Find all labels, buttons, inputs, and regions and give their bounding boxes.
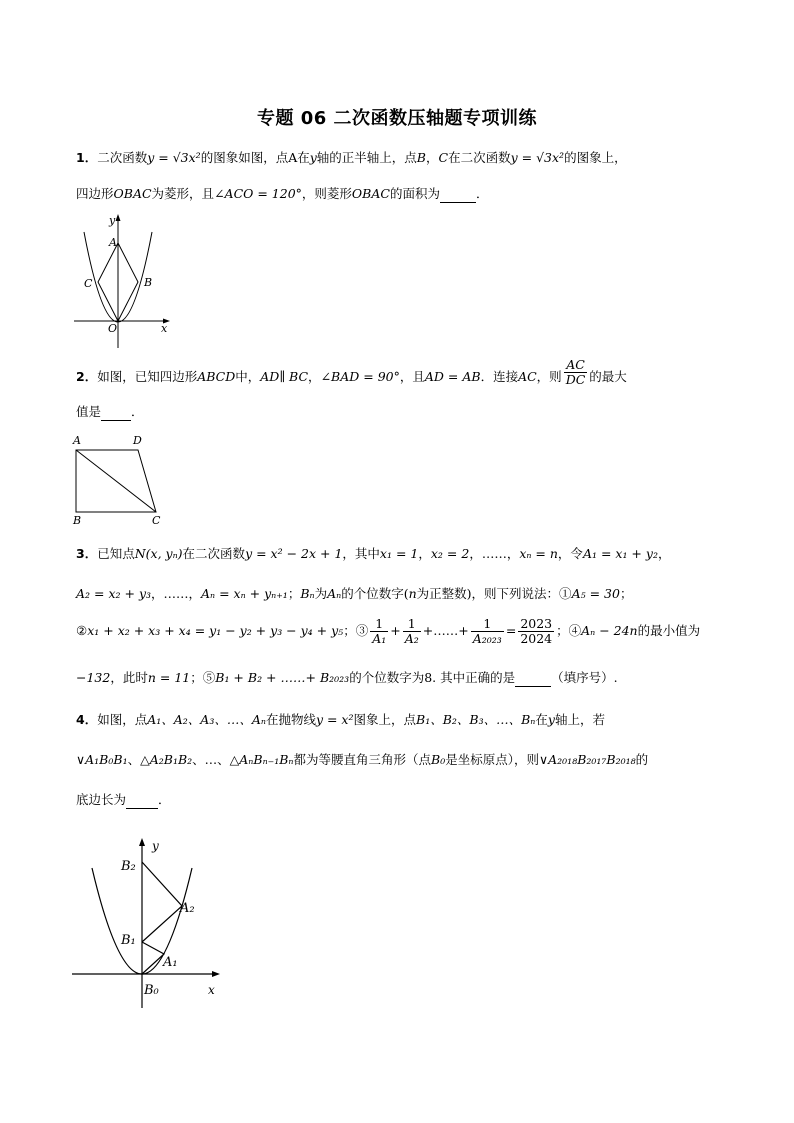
q1-fig-label-A: A — [109, 236, 117, 249]
q4-fig-label-B1: B₁ — [121, 933, 136, 948]
q2-fig-label-B: B — [73, 514, 82, 527]
q4-answer-blank — [126, 792, 158, 809]
page-title: 专题 06 二次函数压轴题专项训练 — [256, 108, 538, 129]
q4-fig-label-y: y — [152, 839, 159, 853]
q4-line1: 4．如图，点A₁、A₂、A₃、…、Aₙ在抛物线y = x²图象上，点B₁、B₂、B₃、…、Bₙ在y轴上，若 — [76, 712, 605, 727]
q2-fraction: $\frac{AC}{DC}$ — [565, 357, 586, 387]
q1-fig-label-x: x — [161, 322, 168, 335]
q4-line2: ∨A₁B₀B₁、△A₂B₁B₂、…、△AₙBₙ₋₁Bₙ都为等腰直角三角形（点B₀是坐标原点），则∨A₂₀₁₈B₂₀₁₇B₂₀₁₈的 — [76, 752, 649, 767]
q2-fig-label-C: C — [152, 514, 161, 527]
q3-answer-blank — [515, 670, 551, 687]
q4-line3: 底边长为 ． — [76, 792, 171, 807]
q1-line1: 1．二次函数y = √3x²的图象如图，点A在y轴的正半轴上，点B，C在二次函数y = √3x²的图象上， — [76, 150, 627, 165]
q2-figure — [70, 432, 170, 528]
q2-number: 2． — [76, 369, 98, 384]
q4-fig-label-B2: B₂ — [121, 859, 136, 874]
q1-angle: ∠ACO = 120° — [214, 186, 302, 201]
q3-line1: 3．已知点N(x, yₙ)在二次函数y = x² − 2x + 1，其中x₁ = 1，x₂ = 2，……，xₙ = n，令A₁ = x₁ + y₂， — [76, 546, 671, 561]
q2-fig-label-A: A — [73, 434, 81, 447]
q4-number: 4． — [76, 712, 98, 727]
q2-fig-label-D: D — [133, 434, 142, 447]
q1-number: 1． — [76, 150, 98, 165]
q3-line3: ②x₁ + x₂ + x₃ + x₄ = y₁ − y₂ + y₃ − y₄ + y₅；③ $\frac{1}{\text{A₁}}$ + $\frac{1}{\text{A₂}}$ +……+ $\frac{1}{\text{A₂₀₂₃}}$ = $\frac{2023}{2024}$ ；④Aₙ − 24n的最小值为 — [76, 616, 701, 646]
q1-figure — [66, 210, 182, 350]
q4-fig-label-B0: B₀ — [144, 983, 159, 998]
q1-fig-label-B: B — [144, 276, 153, 289]
q1-line2: 四边形OBAC为菱形，且∠ACO = 120°，则菱形OBAC的面积为 ． — [76, 186, 489, 201]
q2-answer-blank — [101, 404, 131, 421]
q3-line4: −132，此时n = 11；⑤B₁ + B₂ + ……+ B₂₀₂₃的个位数字为8. 其中正确的是 （填序号）. — [76, 670, 618, 685]
q3-number: 3． — [76, 546, 98, 561]
q1-fig-label-C: C — [84, 277, 93, 290]
q4-figure — [66, 832, 236, 1012]
q1-function: y = √3x² — [147, 150, 201, 165]
q1-answer-blank — [440, 186, 476, 203]
q2-line2: 值是 ． — [76, 404, 144, 419]
q2-line1: 2．如图，已知四边形ABCD中，AD∥ BC，∠BAD = 90°，且AD = AB．连接AC，则 $\frac{AC}{DC}$ 的最大 — [76, 357, 627, 387]
q1-fig-label-y: y — [109, 214, 116, 227]
q3-line2: A₂ = x₂ + y₃，……，Aₙ = xₙ + yₙ₊₁；Bₙ为Aₙ的个位数字(n为正整数)，则下列说法：①A₅ = 30； — [76, 586, 633, 601]
q4-fig-label-A1: A₁ — [163, 955, 178, 970]
q4-fig-label-A2: A₂ — [180, 901, 195, 916]
q1-fig-label-O: O — [108, 322, 118, 335]
q4-fig-label-x: x — [208, 983, 215, 997]
